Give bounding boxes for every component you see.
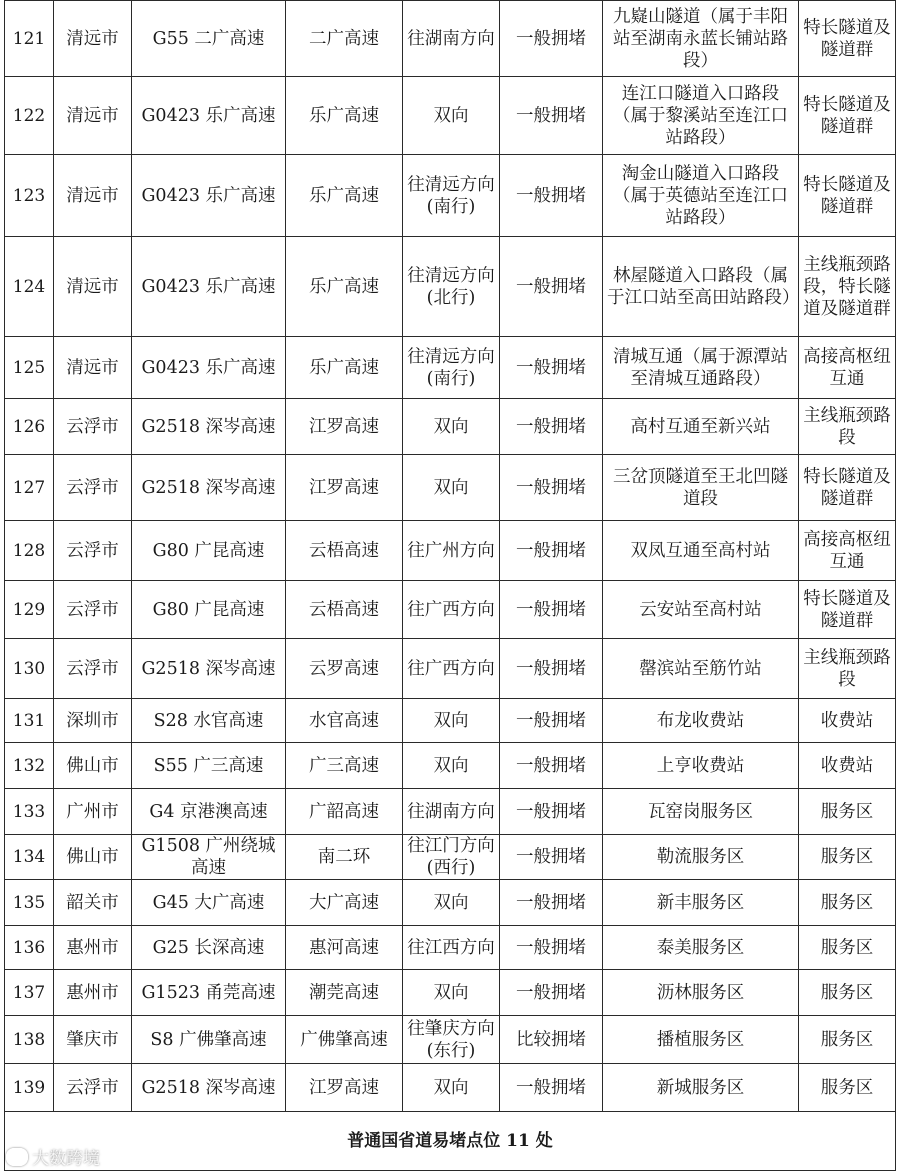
row-number: 129: [5, 581, 54, 639]
direction-cell: 双向: [403, 455, 500, 521]
table-row: [5, 1, 896, 77]
table-row: [5, 1064, 896, 1112]
road-code-cell: G25 长深高速: [132, 926, 286, 970]
type-cell: 服务区: [799, 789, 896, 835]
table-row: [5, 880, 896, 926]
footer-row: [5, 1112, 896, 1171]
congestion-level-cell: 一般拥堵: [500, 581, 603, 639]
road-code-cell: G0423 乐广高速: [132, 155, 286, 237]
type-cell: 收费站: [799, 743, 896, 789]
table-row: [5, 639, 896, 699]
congestion-level-cell: 一般拥堵: [500, 699, 603, 743]
congestion-level-cell: 一般拥堵: [500, 399, 603, 455]
city-cell: 清远市: [54, 1, 132, 77]
city-cell: 佛山市: [54, 743, 132, 789]
congestion-level-cell: 一般拥堵: [500, 155, 603, 237]
location-cell: 林屋隧道入口路段（属于江口站至高田站路段）: [603, 237, 799, 337]
type-cell: 服务区: [799, 1016, 896, 1064]
table-row: [5, 789, 896, 835]
location-cell: 泰美服务区: [603, 926, 799, 970]
row-number: 138: [5, 1016, 54, 1064]
row-number: 127: [5, 455, 54, 521]
city-cell: 云浮市: [54, 399, 132, 455]
city-cell: 云浮市: [54, 581, 132, 639]
road-name-cell: 二广高速: [286, 1, 403, 77]
congestion-level-cell: 一般拥堵: [500, 77, 603, 155]
location-cell: 播植服务区: [603, 1016, 799, 1064]
type-cell: 服务区: [799, 835, 896, 880]
road-code-cell: S28 水官高速: [132, 699, 286, 743]
row-number: 125: [5, 337, 54, 399]
direction-cell: 往江西方向: [403, 926, 500, 970]
row-number: 131: [5, 699, 54, 743]
road-name-cell: 乐广高速: [286, 77, 403, 155]
type-cell: 特长隧道及隧道群: [799, 455, 896, 521]
city-cell: 云浮市: [54, 521, 132, 581]
type-cell: 特长隧道及隧道群: [799, 155, 896, 237]
road-name-cell: 江罗高速: [286, 1064, 403, 1112]
watermark-text: 大数跨境: [32, 1149, 100, 1169]
location-cell: 新丰服务区: [603, 880, 799, 926]
table-row: [5, 337, 896, 399]
city-cell: 清远市: [54, 337, 132, 399]
road-name-cell: 水官高速: [286, 699, 403, 743]
type-cell: 主线瓶颈路段: [799, 399, 896, 455]
table-row: [5, 455, 896, 521]
road-name-cell: 广三高速: [286, 743, 403, 789]
type-cell: 特长隧道及隧道群: [799, 77, 896, 155]
congestion-level-cell: 一般拥堵: [500, 789, 603, 835]
city-cell: 肇庆市: [54, 1016, 132, 1064]
road-name-cell: 乐广高速: [286, 155, 403, 237]
location-cell: 沥林服务区: [603, 970, 799, 1016]
row-number: 122: [5, 77, 54, 155]
row-number: 139: [5, 1064, 54, 1112]
road-code-cell: S8 广佛肇高速: [132, 1016, 286, 1064]
direction-cell: 双向: [403, 399, 500, 455]
road-name-cell: 云梧高速: [286, 581, 403, 639]
road-name-cell: 云梧高速: [286, 521, 403, 581]
row-number: 132: [5, 743, 54, 789]
table-row: [5, 743, 896, 789]
table-row: [5, 155, 896, 237]
location-cell: 三岔顶隧道至王北凹隧道段: [603, 455, 799, 521]
city-cell: 深圳市: [54, 699, 132, 743]
direction-cell: 往江门方向(西行): [403, 835, 500, 880]
table-row: [5, 399, 896, 455]
road-code-cell: G1508 广州绕城高速: [132, 835, 286, 880]
road-name-cell: 南二环: [286, 835, 403, 880]
road-name-cell: 乐广高速: [286, 337, 403, 399]
city-cell: 清远市: [54, 155, 132, 237]
road-code-cell: G1523 甬莞高速: [132, 970, 286, 1016]
type-cell: 服务区: [799, 926, 896, 970]
city-cell: 云浮市: [54, 455, 132, 521]
location-cell: 布龙收费站: [603, 699, 799, 743]
congestion-level-cell: 一般拥堵: [500, 1, 603, 77]
direction-cell: 往清远方向(北行): [403, 237, 500, 337]
row-number: 123: [5, 155, 54, 237]
road-name-cell: 潮莞高速: [286, 970, 403, 1016]
row-number: 124: [5, 237, 54, 337]
row-number: 133: [5, 789, 54, 835]
congestion-level-cell: 比较拥堵: [500, 1016, 603, 1064]
type-cell: 收费站: [799, 699, 896, 743]
city-cell: 惠州市: [54, 926, 132, 970]
road-name-cell: 广佛肇高速: [286, 1016, 403, 1064]
congestion-level-cell: 一般拥堵: [500, 521, 603, 581]
table-row: [5, 521, 896, 581]
road-name-cell: 乐广高速: [286, 237, 403, 337]
direction-cell: 双向: [403, 970, 500, 1016]
road-code-cell: G0423 乐广高速: [132, 337, 286, 399]
road-name-cell: 惠河高速: [286, 926, 403, 970]
direction-cell: 双向: [403, 743, 500, 789]
road-name-cell: 江罗高速: [286, 399, 403, 455]
row-number: 130: [5, 639, 54, 699]
direction-cell: 往清远方向(南行): [403, 155, 500, 237]
congestion-level-cell: 一般拥堵: [500, 970, 603, 1016]
row-number: 134: [5, 835, 54, 880]
type-cell: 高接高枢纽互通: [799, 521, 896, 581]
location-cell: 九嶷山隧道（属于丰阳站至湖南永蓝长铺站路段）: [603, 1, 799, 77]
congestion-level-cell: 一般拥堵: [500, 455, 603, 521]
table-row: [5, 1016, 896, 1064]
direction-cell: 往广西方向: [403, 639, 500, 699]
road-code-cell: G2518 深岑高速: [132, 1064, 286, 1112]
congestion-level-cell: 一般拥堵: [500, 237, 603, 337]
city-cell: 云浮市: [54, 1064, 132, 1112]
direction-cell: 往湖南方向: [403, 1, 500, 77]
table-row: [5, 77, 896, 155]
type-cell: 服务区: [799, 1064, 896, 1112]
location-cell: 淘金山隧道入口路段（属于英德站至连江口站路段）: [603, 155, 799, 237]
table-row: [5, 835, 896, 880]
type-cell: 特长隧道及隧道群: [799, 1, 896, 77]
table-row: [5, 237, 896, 337]
type-cell: 主线瓶颈路段: [799, 639, 896, 699]
location-cell: 清城互通（属于源潭站至清城互通路段）: [603, 337, 799, 399]
row-number: 137: [5, 970, 54, 1016]
section-footer: 普通国省道易堵点位 11 处: [5, 1112, 896, 1171]
direction-cell: 双向: [403, 880, 500, 926]
road-code-cell: S55 广三高速: [132, 743, 286, 789]
congestion-level-cell: 一般拥堵: [500, 639, 603, 699]
city-cell: 清远市: [54, 77, 132, 155]
road-name-cell: 大广高速: [286, 880, 403, 926]
location-cell: 高村互通至新兴站: [603, 399, 799, 455]
congestion-level-cell: 一般拥堵: [500, 1064, 603, 1112]
road-code-cell: G80 广昆高速: [132, 581, 286, 639]
road-code-cell: G55 二广高速: [132, 1, 286, 77]
city-cell: 惠州市: [54, 970, 132, 1016]
direction-cell: 双向: [403, 77, 500, 155]
location-cell: 云安站至高村站: [603, 581, 799, 639]
table-row: [5, 581, 896, 639]
location-cell: 连江口隧道入口路段（属于黎溪站至连江口站路段）: [603, 77, 799, 155]
road-code-cell: G4 京港澳高速: [132, 789, 286, 835]
direction-cell: 往清远方向(南行): [403, 337, 500, 399]
congestion-level-cell: 一般拥堵: [500, 880, 603, 926]
row-number: 128: [5, 521, 54, 581]
type-cell: 服务区: [799, 970, 896, 1016]
row-number: 136: [5, 926, 54, 970]
location-cell: 双凤互通至高村站: [603, 521, 799, 581]
city-cell: 韶关市: [54, 880, 132, 926]
watermark: [6, 1144, 100, 1169]
direction-cell: 往广西方向: [403, 581, 500, 639]
city-cell: 佛山市: [54, 835, 132, 880]
road-code-cell: G45 大广高速: [132, 880, 286, 926]
road-code-cell: G0423 乐广高速: [132, 237, 286, 337]
road-code-cell: G2518 深岑高速: [132, 399, 286, 455]
city-cell: 云浮市: [54, 639, 132, 699]
direction-cell: 双向: [403, 1064, 500, 1112]
location-cell: 瓦窑岗服务区: [603, 789, 799, 835]
road-code-cell: G2518 深岑高速: [132, 639, 286, 699]
congestion-level-cell: 一般拥堵: [500, 743, 603, 789]
direction-cell: 双向: [403, 699, 500, 743]
watermark-logo-icon: [6, 1148, 28, 1166]
road-name-cell: 云罗高速: [286, 639, 403, 699]
congestion-level-cell: 一般拥堵: [500, 337, 603, 399]
row-number: 135: [5, 880, 54, 926]
location-cell: 罄滨站至筋竹站: [603, 639, 799, 699]
row-number: 126: [5, 399, 54, 455]
congestion-level-cell: 一般拥堵: [500, 835, 603, 880]
congestion-level-cell: 一般拥堵: [500, 926, 603, 970]
road-code-cell: G2518 深岑高速: [132, 455, 286, 521]
location-cell: 新城服务区: [603, 1064, 799, 1112]
type-cell: 主线瓶颈路段，特长隧道及隧道群: [799, 237, 896, 337]
road-code-cell: G80 广昆高速: [132, 521, 286, 581]
direction-cell: 往广州方向: [403, 521, 500, 581]
type-cell: 高接高枢纽互通: [799, 337, 896, 399]
location-cell: 勒流服务区: [603, 835, 799, 880]
direction-cell: 往湖南方向: [403, 789, 500, 835]
direction-cell: 往肇庆方向(东行): [403, 1016, 500, 1064]
city-cell: 清远市: [54, 237, 132, 337]
congestion-table: [4, 0, 896, 1171]
city-cell: 广州市: [54, 789, 132, 835]
type-cell: 服务区: [799, 880, 896, 926]
type-cell: 特长隧道及隧道群: [799, 581, 896, 639]
table-row: [5, 926, 896, 970]
table-row: [5, 970, 896, 1016]
table-row: [5, 699, 896, 743]
road-name-cell: 江罗高速: [286, 455, 403, 521]
road-name-cell: 广韶高速: [286, 789, 403, 835]
road-code-cell: G0423 乐广高速: [132, 77, 286, 155]
row-number: 121: [5, 1, 54, 77]
location-cell: 上亨收费站: [603, 743, 799, 789]
